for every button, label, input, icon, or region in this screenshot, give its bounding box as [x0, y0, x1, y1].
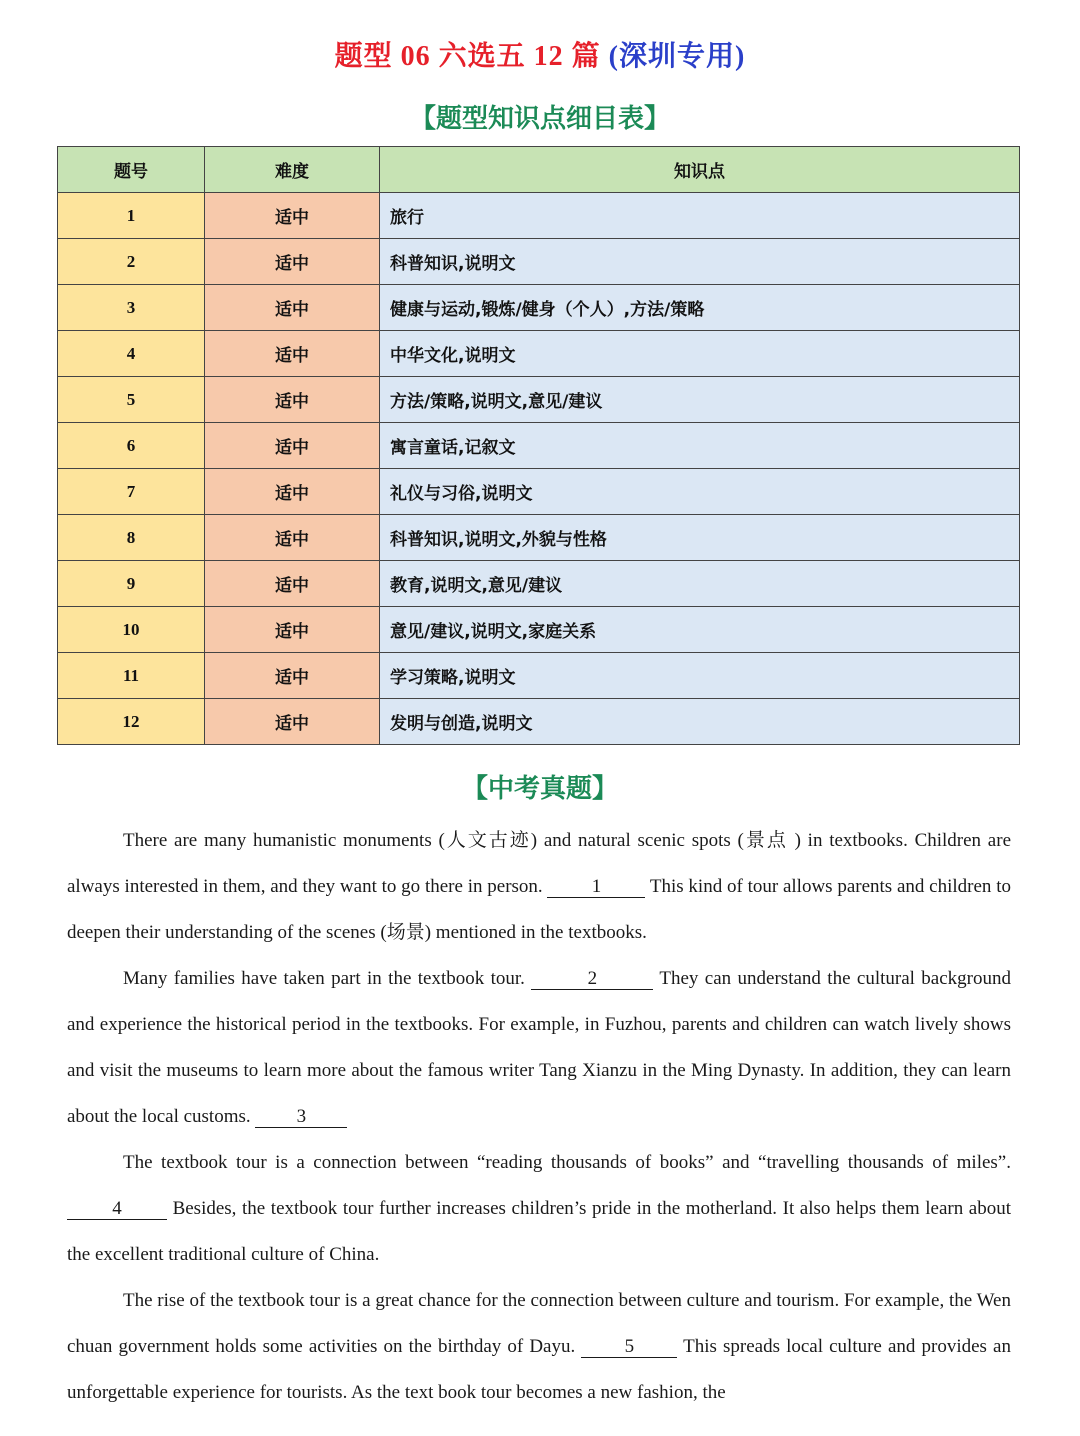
row-number: 1	[58, 193, 205, 239]
row-topic: 科普知识,说明文	[380, 239, 1020, 285]
row-difficulty: 适中	[205, 561, 380, 607]
table-row	[58, 653, 1020, 699]
table-row	[58, 285, 1020, 331]
row-topic: 教育,说明文,意见/建议	[380, 561, 1020, 607]
row-topic: 学习策略,说明文	[380, 653, 1020, 699]
table-row	[58, 331, 1020, 377]
blank-2: 2	[531, 969, 653, 990]
row-difficulty: 适中	[205, 193, 380, 239]
paragraph-text: The textbook tour is a connection between “reading thousands of books” and “travelling thousands of miles”.	[123, 1152, 1011, 1173]
title-region: (深圳专用)	[608, 41, 746, 72]
row-difficulty: 适中	[205, 285, 380, 331]
paragraph-text: There are many humanistic monuments (人文古迹) and natural scenic spots (景点 ) in textbooks. Children are always interested in them, and they want to go there in person.	[67, 830, 1011, 897]
row-topic: 旅行	[380, 193, 1020, 239]
exam-section-title: 【中考真题】	[461, 774, 618, 804]
blank-4: 4	[67, 1199, 167, 1220]
blank-5: 5	[581, 1337, 677, 1358]
row-number: 9	[58, 561, 205, 607]
row-difficulty: 适中	[205, 653, 380, 699]
row-number: 6	[58, 423, 205, 469]
paragraph-4	[67, 1278, 1011, 1416]
row-difficulty: 适中	[205, 239, 380, 285]
paragraph-3	[67, 1140, 1011, 1278]
table-row	[58, 607, 1020, 653]
row-topic: 意见/建议,说明文,家庭关系	[380, 607, 1020, 653]
row-difficulty: 适中	[205, 331, 380, 377]
paragraph-text: This spreads local culture and provides an unforgettable experience for tourists. As the text book tour becomes a new fashion, the	[67, 1336, 1011, 1403]
row-number: 5	[58, 377, 205, 423]
row-number: 4	[58, 331, 205, 377]
paragraph-text: They can understand the cultural background and experience the historical period in the textbooks. For example, in Fuzhou, parents and children can watch lively shows and visit the museums to learn more about the famous writer Tang Xianzu in the Ming Dynasty. In addition, they can learn about the local customs.	[67, 968, 1011, 1127]
row-difficulty: 适中	[205, 607, 380, 653]
table-section-title: 【题型知识点细目表】	[409, 104, 670, 134]
row-topic: 发明与创造,说明文	[380, 699, 1020, 745]
row-topic: 寓言童话,记叙文	[380, 423, 1020, 469]
paragraph-1	[67, 818, 1011, 956]
header-number: 题号	[58, 147, 205, 193]
table-header-row	[58, 147, 1020, 193]
paragraph-text: Besides, the textbook tour further increases children’s pride in the motherland. It also helps them learn about the excellent traditional culture of China.	[67, 1198, 1011, 1265]
row-difficulty: 适中	[205, 515, 380, 561]
page-title	[0, 34, 1080, 74]
row-topic: 方法/策略,说明文,意见/建议	[380, 377, 1020, 423]
row-topic: 礼仪与习俗,说明文	[380, 469, 1020, 515]
table-row	[58, 561, 1020, 607]
row-number: 2	[58, 239, 205, 285]
row-difficulty: 适中	[205, 469, 380, 515]
row-difficulty: 适中	[205, 377, 380, 423]
row-number: 10	[58, 607, 205, 653]
row-topic: 中华文化,说明文	[380, 331, 1020, 377]
blank-3: 3	[255, 1107, 347, 1128]
blank-1: 1	[547, 877, 645, 898]
title-main: 题型 06 六选五 12 篇	[334, 41, 601, 72]
row-number: 7	[58, 469, 205, 515]
reading-passage	[67, 818, 1011, 1416]
table-row	[58, 469, 1020, 515]
table-row	[58, 699, 1020, 745]
row-topic: 科普知识,说明文,外貌与性格	[380, 515, 1020, 561]
knowledge-point-table	[57, 146, 1020, 745]
row-number: 8	[58, 515, 205, 561]
table-row	[58, 193, 1020, 239]
row-number: 11	[58, 653, 205, 699]
row-difficulty: 适中	[205, 423, 380, 469]
row-number: 12	[58, 699, 205, 745]
paragraph-2	[67, 956, 1011, 1140]
table-row	[58, 515, 1020, 561]
header-topic: 知识点	[380, 147, 1020, 193]
paragraph-text: The rise of the textbook tour is a great chance for the connection between culture and tourism. For example, the Wen chuan government holds some activities on the birthday of Dayu.	[67, 1290, 1011, 1357]
paragraph-text: This kind of tour allows parents and children to deepen their understanding of the scenes (场景) mentioned in the textbooks.	[67, 876, 1011, 943]
header-difficulty: 难度	[205, 147, 380, 193]
row-difficulty: 适中	[205, 699, 380, 745]
row-number: 3	[58, 285, 205, 331]
paragraph-text: Many families have taken part in the textbook tour.	[123, 968, 532, 989]
table-row	[58, 377, 1020, 423]
table-row	[58, 239, 1020, 285]
table-row	[58, 423, 1020, 469]
row-topic: 健康与运动,锻炼/健身（个人）,方法/策略	[380, 285, 1020, 331]
